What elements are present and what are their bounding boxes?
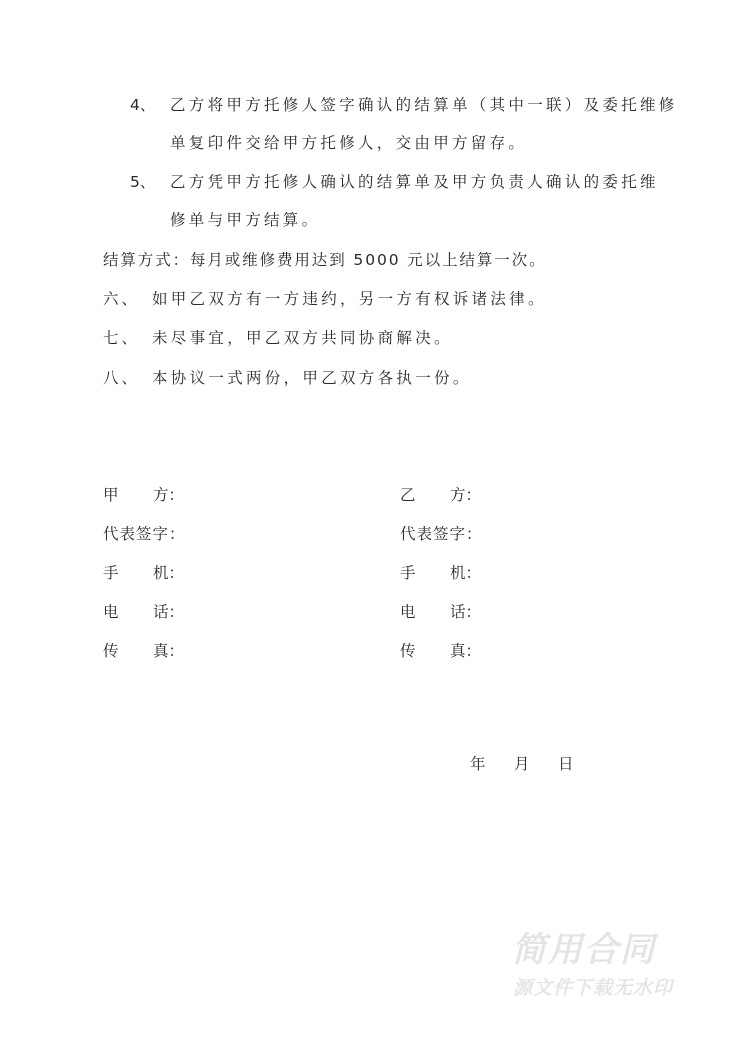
article-8-text: 本协议一式两份，甲乙双方各执一份。 (152, 369, 472, 387)
settlement-method: 结算方式：每月或维修费用达到 5000 元以上结算一次。 (103, 251, 547, 269)
article-7-number: 七、 (103, 329, 141, 347)
article-7-text: 未尽事宜，甲乙双方共同协商解决。 (152, 329, 453, 347)
date-day: 日 (558, 755, 574, 773)
article-6-text: 如甲乙双方有一方违约，另一方有权诉诸法律。 (152, 290, 547, 308)
watermark-title: 简用合同 (512, 930, 656, 970)
clause-5-number: 5、 (130, 173, 156, 191)
clause-4-number: 4、 (130, 96, 156, 114)
article-6-number: 六、 (103, 290, 141, 308)
clause-5-line-2: 修单与甲方结算。 (170, 211, 321, 229)
watermark-subtitle: 源文件下载无水印 (513, 977, 674, 999)
clause-4-line-2: 单复印件交给甲方托修人，交由甲方留存。 (170, 134, 528, 152)
clause-5-line-1: 乙方凭甲方托修人确认的结算单及甲方负责人确认的委托维 (170, 173, 659, 191)
article-8-number: 八、 (103, 369, 141, 387)
date-year: 年 (470, 755, 486, 773)
date-month: 月 (514, 755, 530, 773)
clause-4-line-1: 乙方将甲方托修人签字确认的结算单（其中一联）及委托维修 (170, 96, 678, 114)
